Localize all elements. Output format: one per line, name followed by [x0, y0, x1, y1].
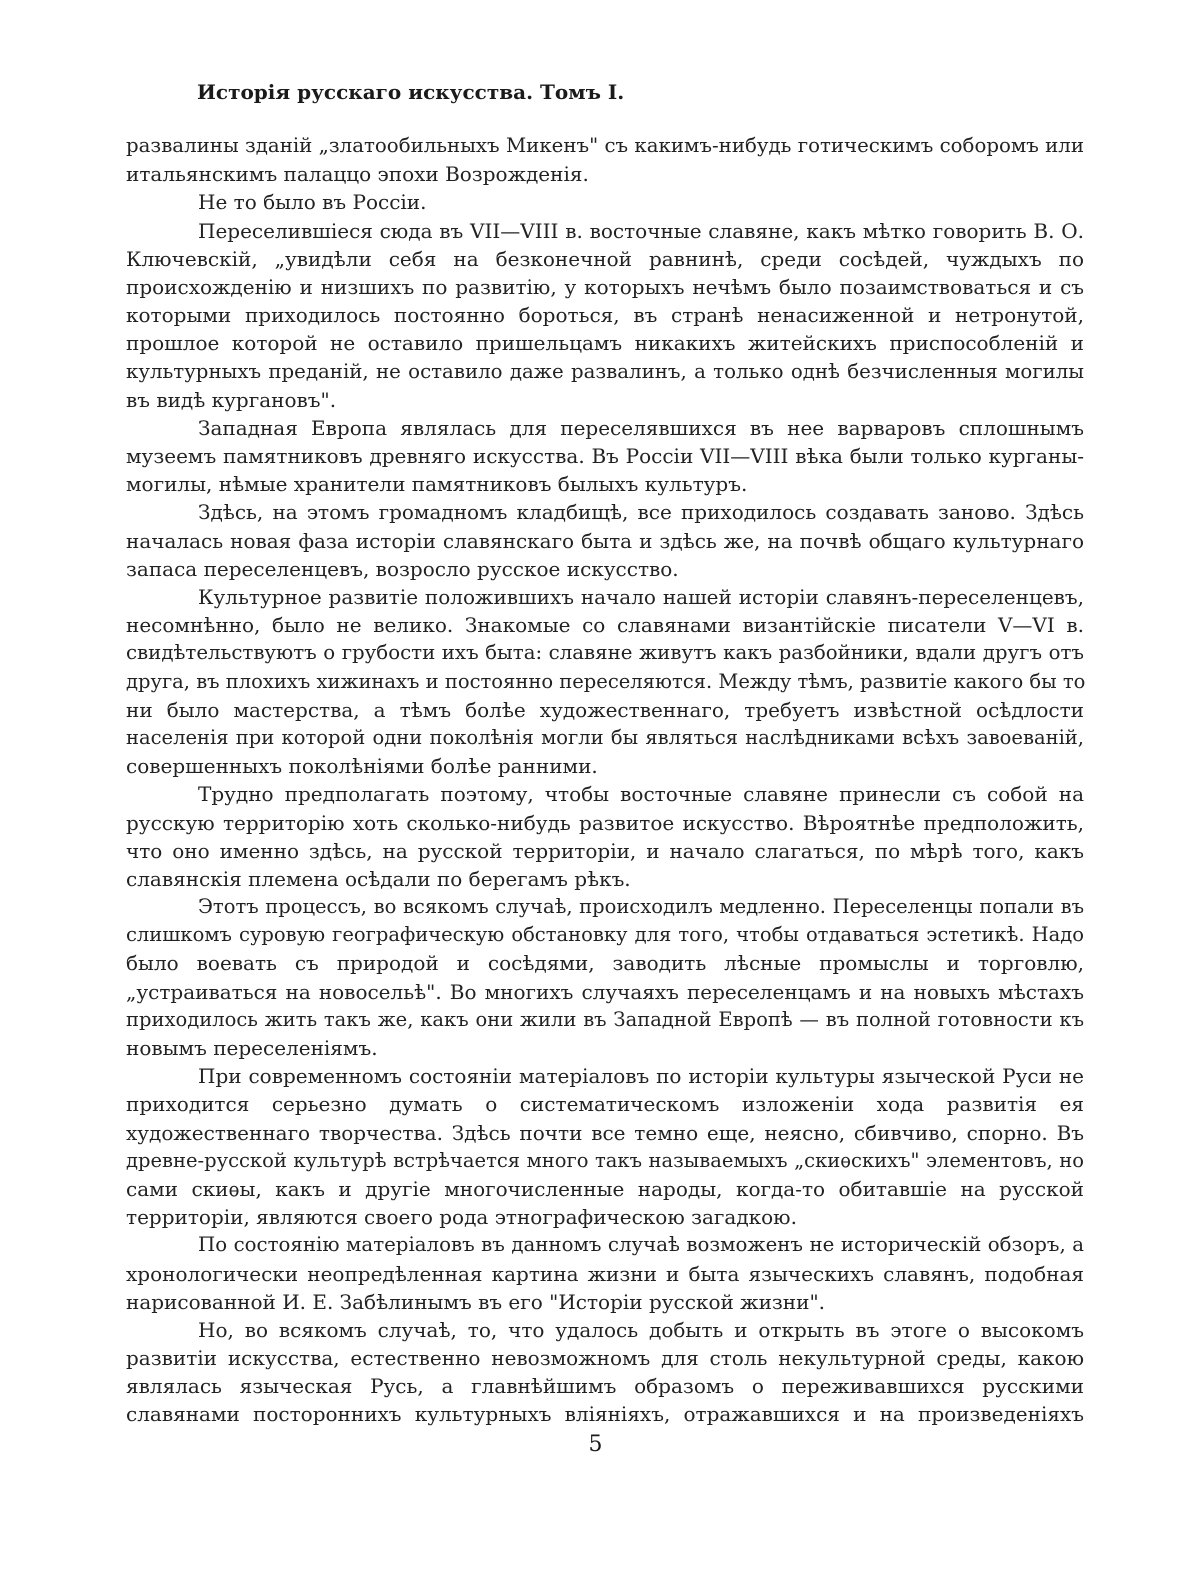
- text-line: несомнѣнно, было не велико. Знакомые со славянами византійскіе писатели V—VI в.: [126, 613, 1084, 638]
- text-line: музеемъ памятниковъ древняго искусства. Въ Россіи VII—VIII вѣка были только курганы-: [126, 444, 1084, 469]
- text-line: территоріи, являются своего рода этнографическою загадкою.: [126, 1205, 797, 1230]
- text-line: По состоянію матеріаловъ въ данномъ случаѣ возможенъ не историческій обзоръ, а: [198, 1233, 1084, 1257]
- text-line: запаса переселенцевъ, возросло русское искусство.: [126, 556, 679, 581]
- text-line: Культурное развитіе положившихъ начало нашей исторіи славянъ-переселенцевъ,: [198, 585, 1084, 609]
- text-line: Переселившіеся сюда въ VII—VIII в. восточные славяне, какъ мѣтко говорить В. О.: [198, 218, 1084, 243]
- text-line: культурныхъ преданій, не оставило даже развалинъ, а только однѣ безчисленныя могилы: [126, 359, 1084, 383]
- text-line: хронологически неопредѣленная картина жизни и быта языческихъ славянъ, подобная: [126, 1261, 1084, 1286]
- text-line: художественнаго творчества. Здѣсь почти все темно еще, неясно, сбивчиво, спорно. Въ: [126, 1120, 1084, 1145]
- text-line: было воевать съ природой и сосѣдями, заводить лѣсные промыслы и торговлю,: [126, 951, 1084, 976]
- paragraph: [126, 132, 1084, 188]
- text-line: приходилось жить такъ же, какъ они жили въ Западной Европѣ — въ полной готовности къ: [126, 1007, 1084, 1031]
- text-line: славянами постороннихъ культурныхъ вліяніяхъ, отражавшихся и на произведеніяхъ: [126, 1402, 1084, 1427]
- text-line: „устраиваться на новосельѣ". Во многихъ случаяхъ переселенцамъ и на новыхъ мѣстахъ: [126, 979, 1084, 1004]
- paragraph: [126, 1316, 1084, 1429]
- paragraph: [126, 414, 1084, 499]
- text-line: русскую территорію хоть сколько-нибудь развитое искусство. Вѣроятнѣе предположить,: [126, 810, 1084, 835]
- text-line: новымъ переселеніямъ.: [126, 1036, 378, 1060]
- body-text: [126, 132, 1084, 1429]
- text-line: развалины зданій „златообильныхъ Микенъ" съ какимъ-нибудь готическимъ соборомъ или: [126, 134, 1084, 157]
- text-line: Здѣсь, на этомъ громадномъ кладбищѣ, все приходилось создавать заново. Здѣсь: [198, 500, 1084, 525]
- text-line: являлась языческая Русь, а главнѣйшимъ образомъ о переживавшихся русскими: [126, 1374, 1084, 1399]
- paragraph: [126, 893, 1084, 1062]
- text-line: древне-русской культурѣ встрѣчается много такъ называемыхъ „скиѳскихъ" элементовъ, но: [126, 1148, 1084, 1172]
- paragraph: [126, 583, 1084, 780]
- text-line: итальянскимъ палаццо эпохи Возрожденія.: [126, 162, 589, 187]
- paragraph: [126, 780, 1084, 893]
- text-line: нарисованной И. Е. Забѣлинымъ въ его "Исторіи русской жизни".: [126, 1289, 826, 1314]
- text-line: населенія при которой одни поколѣнія могли бы являться наслѣдниками всѣхъ завоеваній,: [126, 725, 1084, 749]
- paragraph: [126, 217, 1084, 414]
- paragraph: [126, 1231, 1084, 1316]
- text-line: началась новая фаза исторіи славянскаго быта и здѣсь же, на почвѣ общаго культурнаго: [126, 528, 1084, 553]
- text-line: Трудно предполагать поэтому, чтобы восточные славяне принесли съ собой на: [198, 782, 1084, 807]
- text-line: Ключевскій, „увидѣли себя на безконечной равнинѣ, среди сосѣдей, чуждыхъ по: [126, 246, 1084, 271]
- text-line: слишкомъ суровую географическую обстановку для того, чтобы отдаваться эстетикѣ. Надо: [126, 923, 1084, 947]
- running-header: Исторія русскаго искусства. Томъ I.: [197, 80, 625, 104]
- text-line: друга, въ плохихъ хижинахъ и постоянно переселяются. Между тѣмъ, развитіе какого бы то: [126, 669, 1086, 693]
- paragraph: [126, 188, 1084, 216]
- text-line: Не то было въ Россіи.: [198, 190, 427, 215]
- text-line: происхожденію и низшихъ по развитію, у которыхъ нечѣмъ было позаимствоваться и съ: [126, 274, 1084, 299]
- text-line: Этотъ процессъ, во всякомъ случаѣ, происходилъ медленно. Переселенцы попали въ: [198, 895, 1084, 919]
- text-line: свидѣтельствуютъ о грубости ихъ быта: славяне живутъ какъ разбойники, вдали другъ отъ: [126, 641, 1084, 665]
- text-line: прошлое которой не оставило пришельцамъ никакихъ житейскихъ приспособленій и: [126, 331, 1084, 356]
- text-line: что оно именно здѣсь, на русской территоріи, и начало слагаться, по мѣрѣ того, какъ: [126, 838, 1084, 863]
- text-line: Западная Европа являлась для переселявшихся въ нее варваровъ сплошнымъ: [198, 415, 1084, 440]
- paragraph: [126, 1062, 1084, 1231]
- page-number: 5: [588, 1432, 603, 1457]
- text-line: сами скиѳы, какъ и другіе многочисленные народы, когда-то обитавшіе на русской: [126, 1176, 1084, 1201]
- text-line: развитіи искусства, естественно невозможномъ для столь некультурной среды, какою: [126, 1346, 1084, 1371]
- text-line: ни было мастерства, а тѣмъ болѣе художественнаго, требуетъ извѣстной осѣдлости: [126, 697, 1084, 722]
- text-line: Но, во всякомъ случаѣ, то, что удалось добыть и открыть въ этоге о высокомъ: [198, 1317, 1084, 1342]
- text-line: совершенныхъ поколѣніями болѣе ранними.: [126, 754, 598, 779]
- text-line: приходится серьезно думать о систематическомъ изложеніи хода развитія ея: [126, 1092, 1084, 1117]
- text-line: въ видѣ кургановъ".: [126, 387, 337, 412]
- text-line: При современномъ состояніи матеріаловъ по исторіи культуры языческой Руси не: [198, 1064, 1084, 1089]
- text-line: которыми приходилось постоянно бороться, въ странѣ ненасиженной и нетронутой,: [126, 303, 1084, 328]
- text-line: могилы, нѣмые хранители памятниковъ былыхъ культуръ.: [126, 472, 748, 497]
- paragraph: [126, 498, 1084, 583]
- text-line: славянскія племена осѣдали по берегамъ рѣкъ.: [126, 866, 631, 891]
